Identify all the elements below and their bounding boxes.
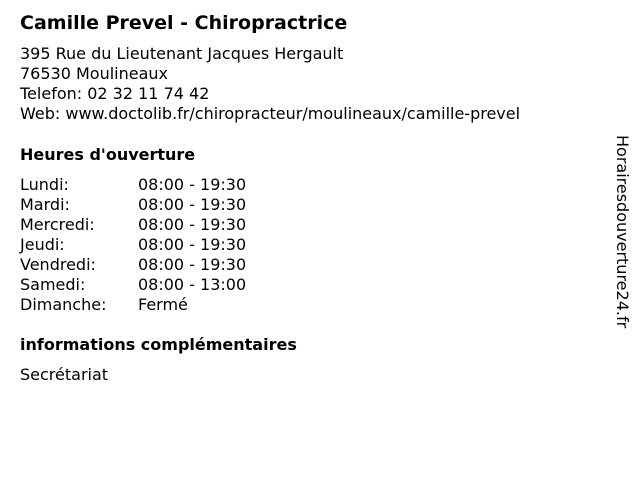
street-address: 395 Rue du Lieutenant Jacques Hergault xyxy=(20,44,344,63)
hours-row-saturday xyxy=(20,275,246,295)
city-line: 76530 Moulineaux xyxy=(20,64,169,83)
phone-line: Telefon: 02 32 11 74 42 xyxy=(20,84,210,103)
time-range: 08:00 - 19:30 xyxy=(138,255,247,274)
time-range: 08:00 - 19:30 xyxy=(138,195,247,214)
website-line: Web: www.doctolib.fr/chiropracteur/moulineaux/camille-prevel xyxy=(20,104,521,123)
time-range: 08:00 - 19:30 xyxy=(138,175,247,194)
day-label: Samedi: xyxy=(20,275,86,294)
hours-row-wednesday xyxy=(20,215,246,235)
hours-row-tuesday xyxy=(20,195,246,215)
hours-row-thursday xyxy=(20,235,246,255)
day-label: Jeudi: xyxy=(20,235,65,254)
time-range: 08:00 - 19:30 xyxy=(138,235,247,254)
contact-block xyxy=(20,44,520,124)
opening-hours-table xyxy=(20,175,246,315)
additional-info-text: Secrétariat xyxy=(20,365,109,384)
opening-hours-heading: Heures d'ouverture xyxy=(20,145,196,164)
day-label: Vendredi: xyxy=(20,255,96,274)
day-label: Lundi: xyxy=(20,175,69,194)
page-title: Camille Prevel - Chiropractrice xyxy=(20,12,348,34)
time-range: Fermé xyxy=(138,295,188,314)
site-watermark: Horairesdouverture24.fr xyxy=(613,135,632,329)
day-label: Dimanche: xyxy=(20,295,107,314)
time-range: 08:00 - 19:30 xyxy=(138,215,247,234)
hours-row-friday xyxy=(20,255,246,275)
day-label: Mercredi: xyxy=(20,215,95,234)
time-range: 08:00 - 13:00 xyxy=(138,275,247,294)
hours-row-sunday xyxy=(20,295,246,315)
day-label: Mardi: xyxy=(20,195,70,214)
hours-row-monday xyxy=(20,175,246,195)
additional-info-heading: informations complémentaires xyxy=(20,335,297,354)
